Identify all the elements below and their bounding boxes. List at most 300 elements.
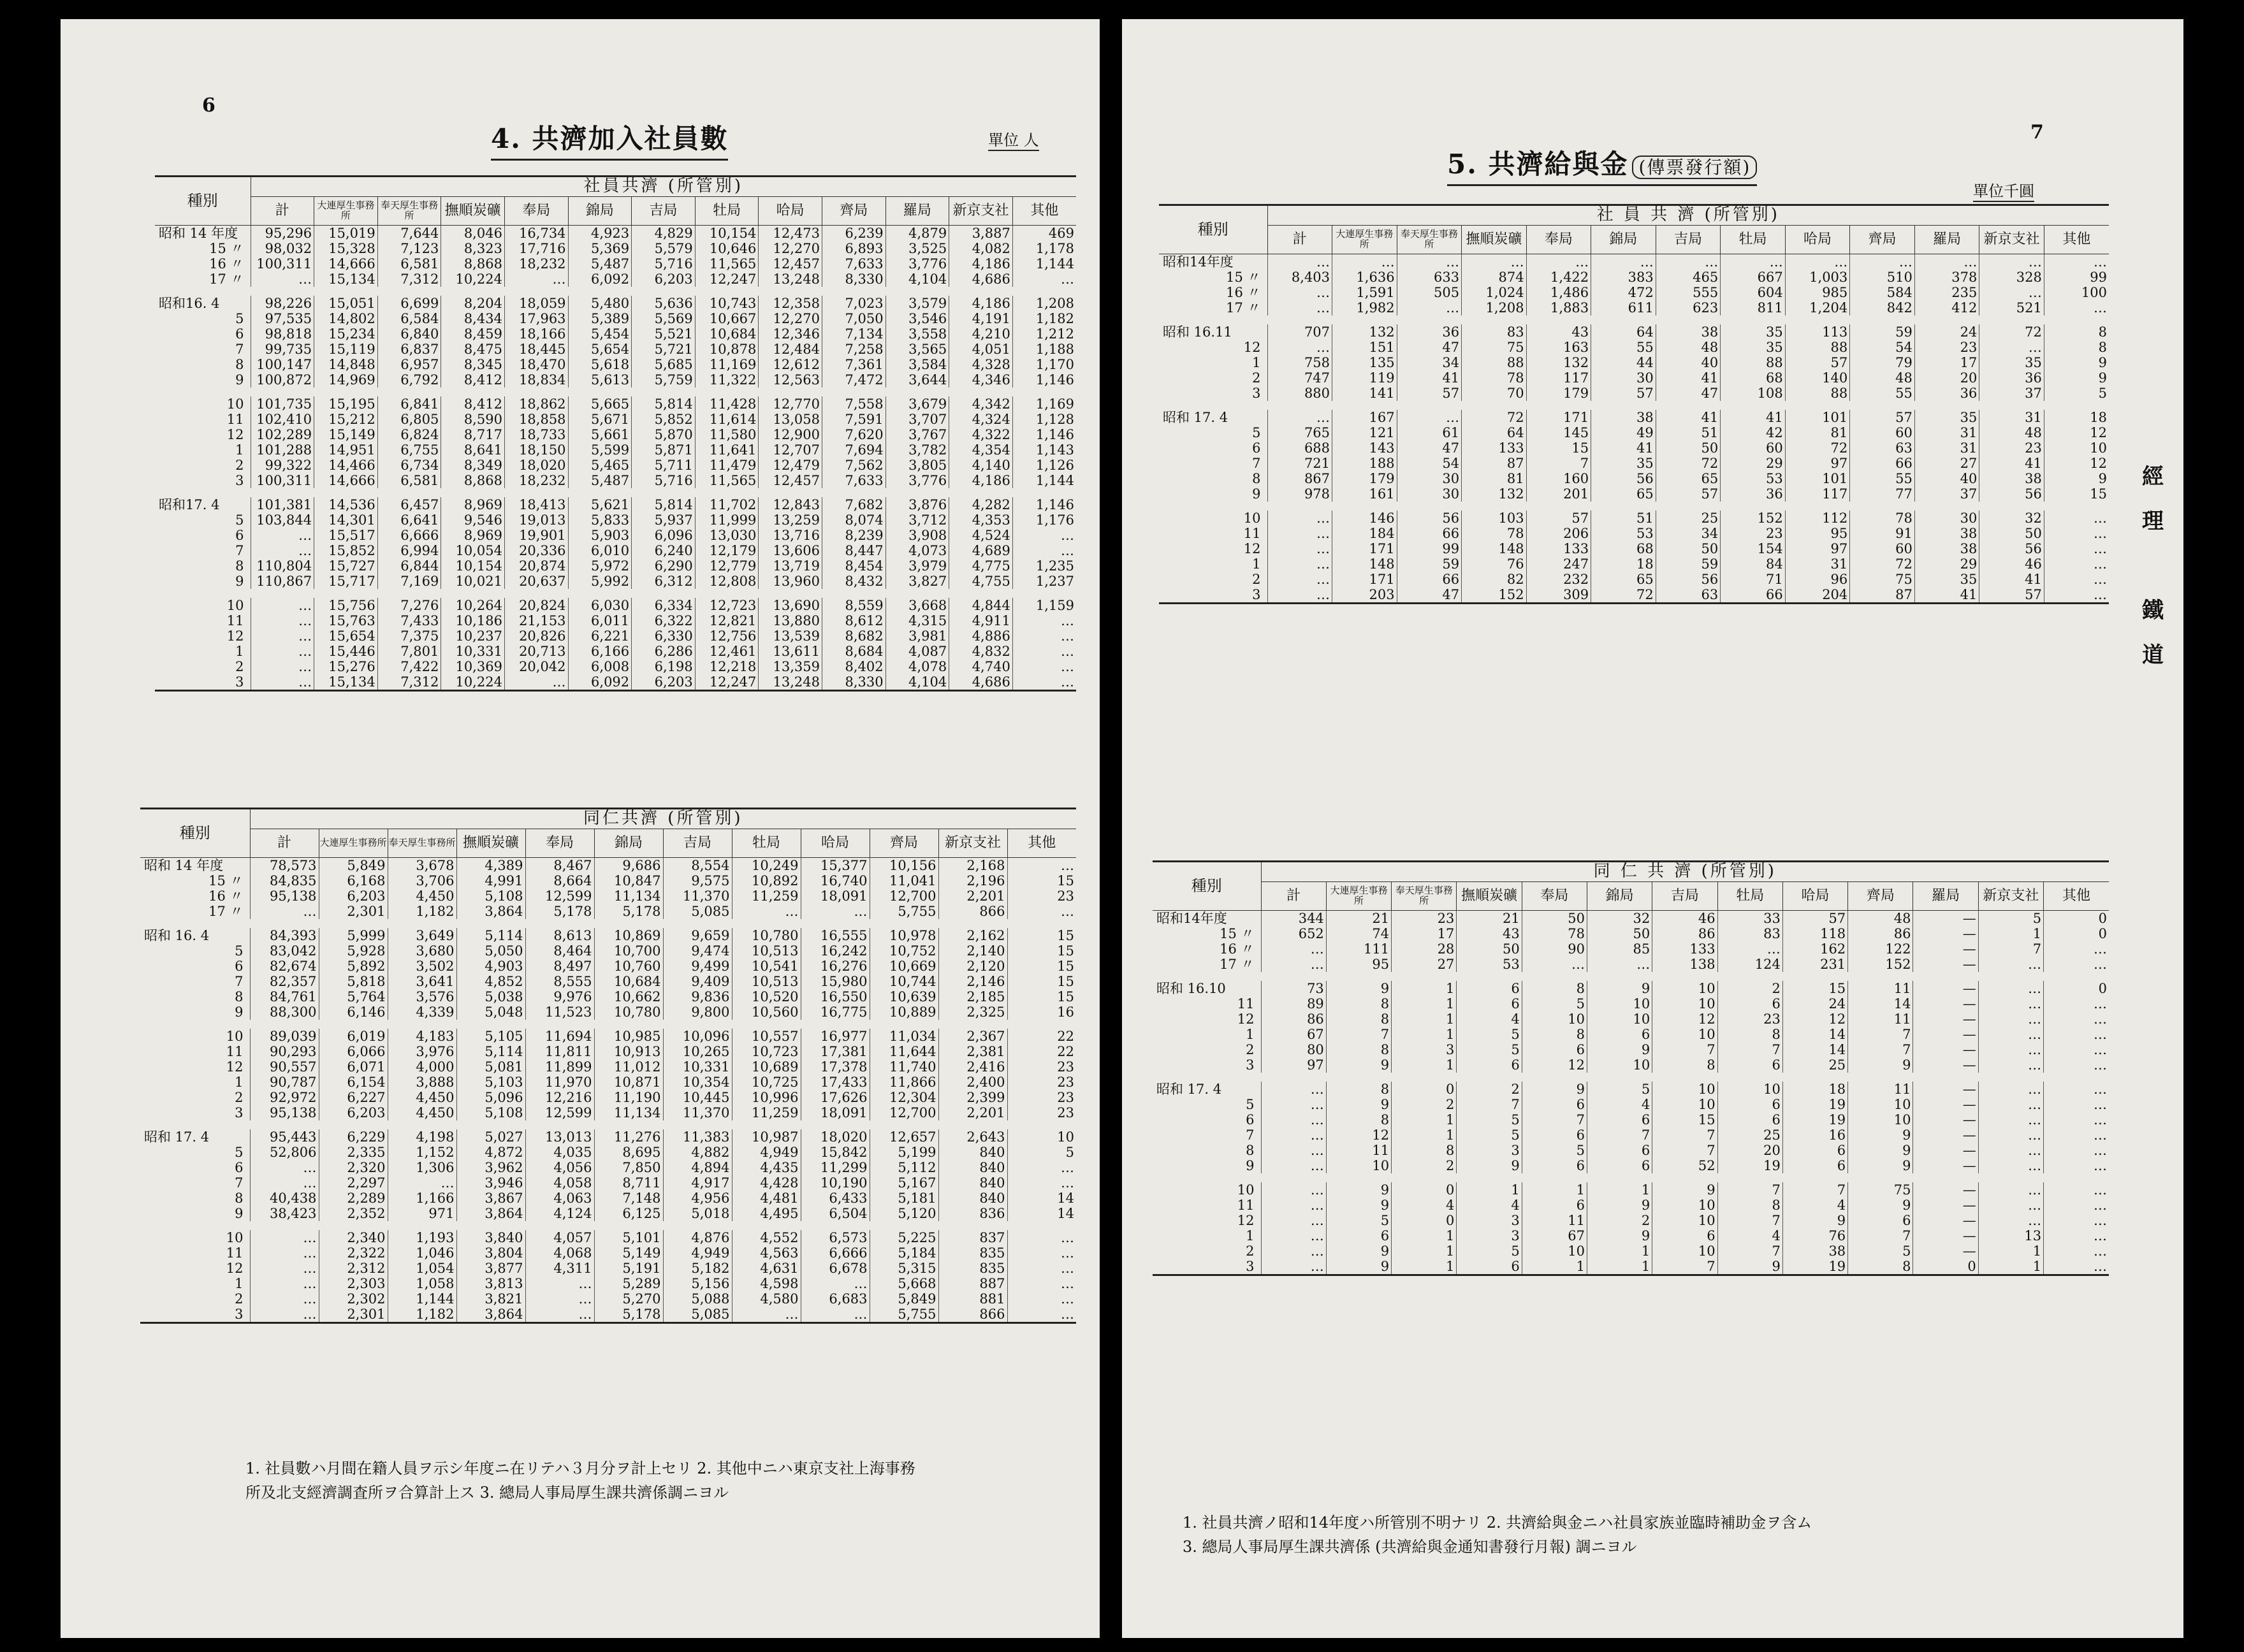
table-cell: 14,301 (314, 512, 378, 528)
table-cell: 10,560 (732, 1004, 801, 1020)
table-cell: 7 (1717, 1042, 1782, 1057)
table-cell: 4,353 (949, 512, 1013, 528)
table-cell: 1,178 (1012, 241, 1076, 256)
column-header: 新京支社 (1978, 882, 2043, 911)
table-cell: 1 (1392, 1243, 1457, 1259)
table-cell: 23 (1007, 1075, 1076, 1090)
table-cell: 11,694 (525, 1029, 594, 1044)
table-cell: … (1261, 1228, 1326, 1243)
table-cell: 72 (1656, 456, 1721, 471)
table-cell: 20,824 (504, 598, 568, 613)
table-cell: … (1587, 957, 1652, 972)
table-cell: 1,003 (1785, 270, 1850, 285)
table-cell: 7,375 (377, 628, 441, 644)
table-cell: 110,804 (251, 558, 314, 574)
table-row (1153, 996, 2109, 1011)
column-header: 奉天厚生事務所 (388, 829, 456, 858)
table-cell: 18,020 (801, 1129, 870, 1145)
table-cell: 11,970 (525, 1075, 594, 1090)
table-cell: … (1007, 1307, 1076, 1323)
table-cell: 5,270 (594, 1291, 663, 1307)
table-cell: 11,866 (870, 1075, 938, 1090)
row-label: 16 〃 (1226, 285, 1261, 300)
table-cell: 8 (1652, 1057, 1717, 1073)
table-cell: 5,389 (568, 311, 632, 326)
table-cell: 1 (1392, 981, 1457, 996)
table-cell: … (1332, 254, 1397, 270)
table-cell: 5,191 (594, 1261, 663, 1276)
table-cell: 4,342 (949, 396, 1013, 412)
table-cell: 10,054 (441, 543, 505, 558)
table-cell: 15,134 (314, 272, 378, 287)
table-cell: 179 (1332, 471, 1397, 486)
column-header: 牡局 (1717, 882, 1782, 911)
table-cell: 10,760 (594, 959, 663, 974)
column-header: 齊局 (1850, 226, 1915, 254)
table-cell: 5,764 (319, 989, 388, 1004)
table-cell: 13,716 (759, 528, 822, 543)
table-cell: 12,270 (759, 311, 822, 326)
table-cell: … (1785, 254, 1850, 270)
table-cell: 6 (1457, 996, 1522, 1011)
table-cell: 2 (1392, 1097, 1457, 1112)
table-cell: 132 (1462, 486, 1527, 502)
table-cell: 15 (1007, 989, 1076, 1004)
table-cell: 2 (1457, 1082, 1522, 1097)
table-cell: 1,208 (1012, 296, 1076, 311)
table-cell: 4,450 (388, 1090, 456, 1105)
table-cell: 188 (1332, 456, 1397, 471)
table-cell: 5,654 (568, 342, 632, 357)
row-label: 5 (1246, 1097, 1255, 1112)
table-cell: 4,829 (632, 226, 696, 242)
table-cell: … (2044, 1112, 2109, 1127)
column-header: 其他 (2044, 882, 2109, 911)
table-cell: 10,780 (594, 1004, 663, 1020)
row-spacer (155, 589, 1076, 598)
table-cell: 15,717 (314, 574, 378, 589)
table-cell: 1 (1457, 1182, 1522, 1198)
table-cell: 55 (1850, 386, 1915, 401)
table-cell: … (1978, 1213, 2043, 1228)
row-label: 7 (235, 974, 244, 989)
table-cell: 8,613 (525, 928, 594, 943)
table-cell: … (1267, 410, 1332, 425)
table-cell: 1,144 (388, 1291, 456, 1307)
table-cell: 90,293 (250, 1044, 319, 1059)
table-cell: 113 (1785, 324, 1850, 340)
table-cell: 98,818 (251, 326, 314, 342)
table-cell: 12,457 (759, 473, 822, 488)
benefits-table-dojin (1153, 860, 2109, 1276)
table-cell: 161 (1332, 486, 1397, 502)
column-header: 錦局 (1591, 226, 1656, 254)
table-cell: 1,212 (1012, 326, 1076, 342)
table-cell: 18,232 (504, 256, 568, 272)
table-row (140, 1059, 1076, 1075)
table-row (140, 1105, 1076, 1120)
table-cell: 21,153 (504, 613, 568, 628)
table-row (155, 659, 1076, 674)
table-cell: 48 (1979, 425, 2044, 440)
table-row (1159, 471, 2109, 486)
left-page (61, 19, 1100, 1638)
row-label: 3 (235, 1105, 244, 1120)
table-cell: 14 (1782, 1042, 1847, 1057)
table-cell: 5,112 (870, 1160, 938, 1175)
table-cell: 18,150 (504, 442, 568, 458)
table-cell: … (1267, 511, 1332, 526)
table-row (1153, 941, 2109, 957)
table-cell: 75 (1848, 1182, 1913, 1198)
table-cell: 12,808 (695, 574, 759, 589)
table-cell: 10,237 (441, 628, 505, 644)
table-cell: 7 (1587, 1127, 1652, 1143)
table-cell: 15,276 (314, 659, 378, 674)
column-header-category: 種別 (1159, 205, 1267, 254)
table-cell: 1 (1522, 1259, 1587, 1275)
table-cell: 6 (1587, 1143, 1652, 1158)
table-cell: 11,580 (695, 427, 759, 442)
table-cell: … (801, 1276, 870, 1291)
table-cell: 12,700 (870, 888, 938, 904)
table-cell: 5,818 (319, 974, 388, 989)
table-cell: 12,821 (695, 613, 759, 628)
table-cell: 2,301 (319, 904, 388, 919)
table-cell: 89,039 (250, 1029, 319, 1044)
table-cell: 23 (1721, 526, 1786, 541)
table-cell: 5,871 (632, 442, 696, 458)
table-cell: 247 (1526, 556, 1591, 572)
table-cell: 4,450 (388, 1105, 456, 1120)
table-cell: 5,665 (568, 396, 632, 412)
row-spacer (155, 488, 1076, 497)
table-cell: 9 (1326, 1182, 1391, 1198)
table-cell: 6,678 (801, 1261, 870, 1276)
table-cell: 5,114 (456, 928, 525, 943)
table-cell: 9 (1782, 1213, 1847, 1228)
table-cell: 201 (1526, 486, 1591, 502)
table-cell: 97 (1261, 1057, 1326, 1073)
table-cell: … (2044, 572, 2109, 587)
table-row (140, 1075, 1076, 1090)
table-row (140, 858, 1076, 874)
table-cell: 49 (1591, 425, 1656, 440)
column-header: 錦局 (568, 197, 632, 226)
table-cell: 43 (1457, 926, 1522, 941)
table-cell: 3,584 (885, 357, 949, 372)
table-cell: 67 (1261, 1027, 1326, 1042)
table-cell: 12,247 (695, 272, 759, 287)
table-cell: 5 (1457, 1112, 1522, 1127)
table-cell: 88,300 (250, 1004, 319, 1020)
table-cell: 880 (1267, 386, 1332, 401)
table-cell: 1,046 (388, 1245, 456, 1261)
table-row (140, 1160, 1076, 1175)
table-row (1159, 486, 2109, 502)
table-cell: 152 (1721, 511, 1786, 526)
footnote-line: 所及北支經濟調査所ヲ合算計上ス 3. 總局人事局厚生課共濟係調ニヨル (245, 1484, 729, 1502)
table-cell: … (504, 674, 568, 691)
table-cell: 3,558 (885, 326, 949, 342)
table-cell: 5,108 (456, 888, 525, 904)
table-cell: 10,156 (870, 858, 938, 874)
table-cell: 8,664 (525, 873, 594, 888)
table-cell: 7,682 (822, 497, 885, 512)
table-cell: 32 (1979, 511, 2044, 526)
table-cell: 206 (1526, 526, 1591, 541)
table-cell: 100,311 (251, 256, 314, 272)
table-cell: 12,473 (759, 226, 822, 242)
table-cell: 12 (1782, 1011, 1847, 1027)
table-cell: 8,684 (822, 644, 885, 659)
table-row (1153, 1112, 2109, 1127)
table-cell: 472 (1591, 285, 1656, 300)
table-cell: 11 (1522, 1213, 1587, 1228)
table-cell: 8,555 (525, 974, 594, 989)
table-cell: 7,312 (377, 674, 441, 691)
table-cell: 4,087 (885, 644, 949, 659)
table-cell: 11,999 (695, 512, 759, 528)
table-cell: 4,689 (949, 543, 1013, 558)
table-cell: 4 (1717, 1228, 1782, 1243)
table-cell: … (2044, 1228, 2109, 1243)
table-cell: 5,569 (632, 311, 696, 326)
table-cell: 5,870 (632, 427, 696, 442)
table-cell: 72 (1785, 440, 1850, 456)
table-cell: 29 (1914, 556, 1979, 572)
table-cell: 103 (1462, 511, 1527, 526)
row-spacer (1153, 1073, 2109, 1082)
table-cell: 10,743 (695, 296, 759, 311)
table-cell: 235 (1914, 285, 1979, 300)
table-cell: 14,666 (314, 473, 378, 488)
table-cell: 5,711 (632, 458, 696, 473)
table-cell: 63 (1656, 587, 1721, 604)
table-cell: 1,128 (1012, 412, 1076, 427)
table-cell: … (1267, 526, 1332, 541)
table-row (1159, 572, 2109, 587)
table-cell: 5,755 (870, 1307, 938, 1323)
table-cell: 89 (1261, 996, 1326, 1011)
table-cell: 51 (1591, 511, 1656, 526)
row-label: 1 (235, 442, 244, 458)
table-cell: 19 (1782, 1259, 1847, 1275)
column-header: 牡局 (1721, 226, 1786, 254)
table-cell: 8,969 (441, 497, 505, 512)
table-cell: 9,659 (663, 928, 732, 943)
table-cell: 10,021 (441, 574, 505, 589)
table-cell: 8,868 (441, 473, 505, 488)
table-cell: 11,565 (695, 473, 759, 488)
table-row (1153, 1228, 2109, 1243)
table-cell: 6,824 (377, 427, 441, 442)
table-cell: 13,719 (759, 558, 822, 574)
table-cell: 842 (1850, 300, 1915, 315)
table-cell: 16,555 (801, 928, 870, 943)
table-cell: 53 (1721, 471, 1786, 486)
table-cell: 1 (1392, 1259, 1457, 1275)
table-cell: … (1012, 543, 1076, 558)
table-cell: 6 (1522, 1158, 1587, 1173)
column-header: 吉局 (1656, 226, 1721, 254)
table-cell: 1,143 (1012, 442, 1076, 458)
table-row (155, 326, 1076, 342)
table-cell: 6,198 (632, 659, 696, 674)
table-cell: … (1717, 941, 1782, 957)
row-label: 8 (235, 357, 244, 372)
table-cell: 12 (1522, 1057, 1587, 1073)
unit-label: 單位 人 (988, 127, 1039, 151)
table-cell: 633 (1397, 270, 1462, 285)
table-cell: 5,716 (632, 256, 696, 272)
table-cell: 22 (1007, 1044, 1076, 1059)
table-cell: 15,051 (314, 296, 378, 311)
table-cell: … (1656, 254, 1721, 270)
table-cell: 383 (1591, 270, 1656, 285)
table-cell: 14,969 (314, 372, 378, 388)
table-cell: 66 (1721, 587, 1786, 604)
table-cell: 7,644 (377, 226, 441, 242)
table-cell: — (1913, 911, 1978, 927)
table-cell: 6 (1717, 1097, 1782, 1112)
table-cell: 5,027 (456, 1129, 525, 1145)
members-table-shain (155, 175, 1076, 692)
table-cell: 77 (1850, 486, 1915, 502)
table-cell: 5,178 (594, 1307, 663, 1323)
row-label: 昭和16. 4 (159, 296, 220, 311)
table-cell: 5,618 (568, 357, 632, 372)
table-cell: 133 (1462, 440, 1527, 456)
table-cell: 835 (938, 1261, 1007, 1276)
table-cell: 16,242 (801, 943, 870, 959)
table-cell: 10,096 (663, 1029, 732, 1044)
table-row (1153, 1198, 2109, 1213)
table-cell: 1,146 (1012, 427, 1076, 442)
table-cell: … (2044, 1213, 2109, 1228)
table-cell: 971 (388, 1206, 456, 1221)
row-label: 8 (1246, 1143, 1255, 1158)
table-cell: 56 (1979, 541, 2044, 556)
table-cell: 2,399 (938, 1090, 1007, 1105)
table-row (1153, 926, 2109, 941)
table-cell: 5,081 (456, 1059, 525, 1075)
table-cell: 0 (2044, 981, 2109, 996)
row-label: 10 (226, 396, 244, 412)
table-cell: 95,443 (250, 1129, 319, 1145)
table-cell: 13,539 (759, 628, 822, 644)
table-cell: … (2044, 1243, 2109, 1259)
table-row (1159, 410, 2109, 425)
table-cell: 4,580 (732, 1291, 801, 1307)
row-label: 5 (235, 943, 244, 959)
column-header: 奉天厚生事務所 (377, 197, 441, 226)
table-cell: 5 (1978, 911, 2043, 927)
table-cell: 13,880 (759, 613, 822, 628)
table-cell: 8 (2044, 324, 2109, 340)
table-cell: 2,325 (938, 1004, 1007, 1020)
table-row (140, 959, 1076, 974)
table-cell: 60 (1850, 541, 1915, 556)
table-cell: 3,576 (388, 989, 456, 1004)
table-cell: 1,486 (1526, 285, 1591, 300)
table-cell: 29 (1721, 456, 1786, 471)
table-cell: … (1526, 254, 1591, 270)
table-cell: 57 (1591, 386, 1656, 401)
table-cell: 83 (1462, 324, 1527, 340)
table-cell: 84,393 (250, 928, 319, 943)
table-cell: 3,864 (456, 904, 525, 919)
table-cell: 16,734 (504, 226, 568, 242)
table-cell: 84,835 (250, 873, 319, 888)
table-cell: … (504, 272, 568, 287)
table-cell: 4,051 (949, 342, 1013, 357)
table-cell: 31 (1914, 425, 1979, 440)
column-header: 奉天厚生事務所 (1397, 226, 1462, 254)
table-cell: 9 (1326, 981, 1391, 996)
row-label: 9 (235, 574, 244, 589)
table-cell: … (2044, 941, 2109, 957)
table-cell: 3,776 (885, 473, 949, 488)
table-cell: 6,666 (377, 528, 441, 543)
table-cell: 73 (1261, 981, 1326, 996)
table-cell: 465 (1656, 270, 1721, 285)
table-cell: 86 (1652, 926, 1717, 941)
table-cell: 38,423 (250, 1206, 319, 1221)
table-cell: 10,744 (870, 974, 938, 989)
table-cell: 4,354 (949, 442, 1013, 458)
table-cell: 6,334 (632, 598, 696, 613)
table-cell: 4,886 (949, 628, 1013, 644)
table-cell: … (2044, 1057, 2109, 1073)
row-spacer (1153, 972, 2109, 981)
table-cell: 6,792 (377, 372, 441, 388)
table-cell: 4,876 (663, 1230, 732, 1245)
table-cell: 5,101 (594, 1230, 663, 1245)
table-cell: 4,872 (456, 1145, 525, 1160)
table-cell: 10,186 (441, 613, 505, 628)
table-cell: 15 (1782, 981, 1847, 996)
table-cell: 2,146 (938, 974, 1007, 989)
table-cell: 36 (1397, 324, 1462, 340)
table-cell: 11,644 (870, 1044, 938, 1059)
row-label: 12 (1243, 541, 1261, 556)
footnote-line: 1. 社員共濟ノ昭和14年度ハ所管別不明ナリ 2. 共濟給與金ニハ社員家族並臨時補助金ヲ含ム (1183, 1514, 1812, 1532)
table-cell: 8 (1326, 996, 1391, 1011)
table-row (140, 1004, 1076, 1020)
row-label: 昭和14年度 (1163, 254, 1234, 270)
row-label: 11 (1237, 1198, 1255, 1213)
table-cell: 145 (1526, 425, 1591, 440)
table-cell: 6,203 (632, 674, 696, 691)
table-cell: 35 (1914, 572, 1979, 587)
table-cell: … (251, 598, 314, 613)
table-cell: 12,843 (759, 497, 822, 512)
table-cell: 652 (1261, 926, 1326, 941)
table-cell: 1,591 (1332, 285, 1397, 300)
table-cell: 9,575 (663, 873, 732, 888)
table-cell: 5,465 (568, 458, 632, 473)
table-row (155, 226, 1076, 242)
column-header: 奉天厚生事務所 (1392, 882, 1457, 911)
table-row (1153, 1182, 2109, 1198)
row-label: 16 〃 (1220, 941, 1255, 957)
table-cell: 15,234 (314, 326, 378, 342)
table-cell: 11,169 (695, 357, 759, 372)
table-cell: 8,412 (441, 372, 505, 388)
table-cell: 4,775 (949, 558, 1013, 574)
table-row (1159, 456, 2109, 471)
